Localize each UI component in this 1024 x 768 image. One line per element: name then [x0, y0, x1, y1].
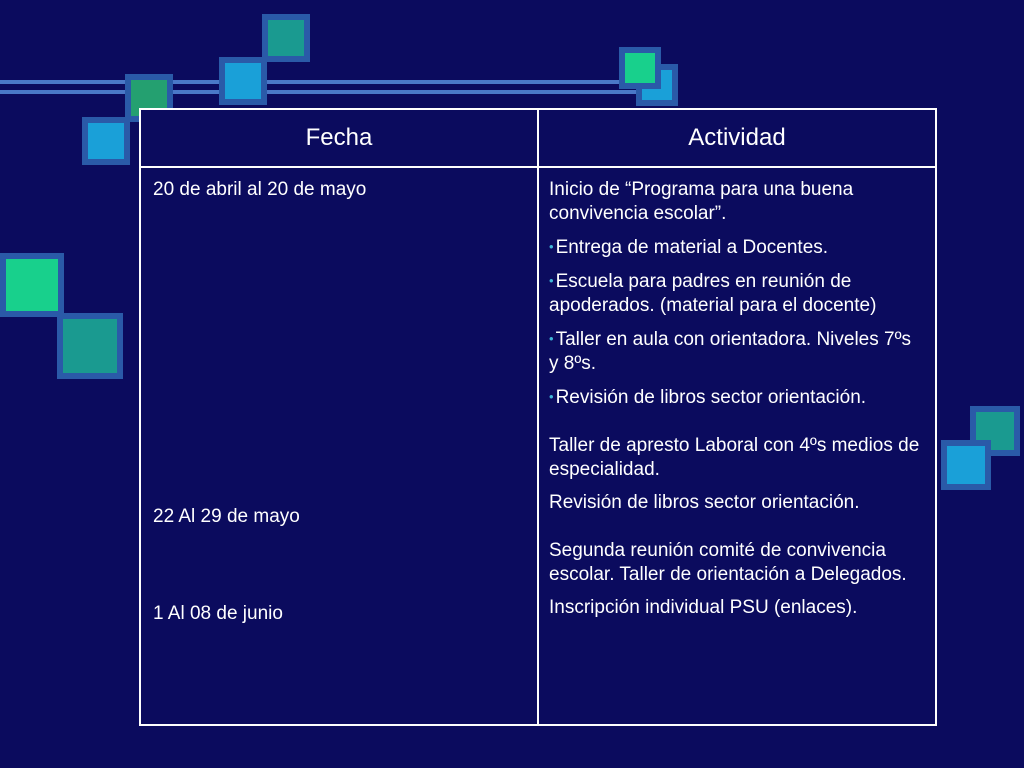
- decorative-square: [941, 440, 991, 490]
- date-entry: 22 Al 29 de mayo: [153, 506, 300, 527]
- decorative-square: [0, 253, 64, 317]
- date-entry: 1 Al 08 de junio: [153, 603, 283, 624]
- decorative-square: [219, 57, 267, 105]
- decorative-square: [82, 117, 130, 165]
- activity-item: • Taller en aula con orientadora. Niveles 7ºs y 8ºs.: [549, 329, 912, 374]
- bullet-icon: •: [549, 239, 554, 254]
- schedule-table: [139, 108, 937, 726]
- activity-item: Revisión de libros sector orientación.: [549, 492, 860, 513]
- activity-item: • Entrega de material a Docentes.: [549, 237, 829, 258]
- activity-item: Inicio de “Programa para una buena convivencia escolar”.: [549, 179, 854, 224]
- activity-item: Segunda reunión comité de convivencia escolar. Taller de orientación a Delegados.: [549, 540, 907, 585]
- header-row: [140, 109, 936, 167]
- decorative-square: [619, 47, 661, 89]
- table-row: [140, 167, 936, 725]
- activity-item: • Revisión de libros sector orientación.: [549, 387, 867, 408]
- activity-cell: [538, 167, 936, 725]
- decorative-line-top-2: [0, 90, 660, 94]
- header-actividad: Actividad: [538, 109, 936, 167]
- bullet-icon: •: [549, 389, 554, 404]
- bullet-icon: •: [549, 273, 554, 288]
- decorative-line-top: [0, 80, 660, 84]
- bullet-icon: •: [549, 331, 554, 346]
- header-fecha: Fecha: [140, 109, 538, 167]
- activity-item: • Escuela para padres en reunión de apoderados. (material para el docente): [549, 271, 877, 316]
- date-cell: [140, 167, 538, 725]
- activity-item: Inscripción individual PSU (enlaces).: [549, 597, 858, 618]
- date-entry: 20 de abril al 20 de mayo: [153, 179, 367, 200]
- activity-item: Taller de apresto Laboral con 4ºs medios de especialidad.: [549, 435, 920, 480]
- decorative-square: [262, 14, 310, 62]
- decorative-square: [57, 313, 123, 379]
